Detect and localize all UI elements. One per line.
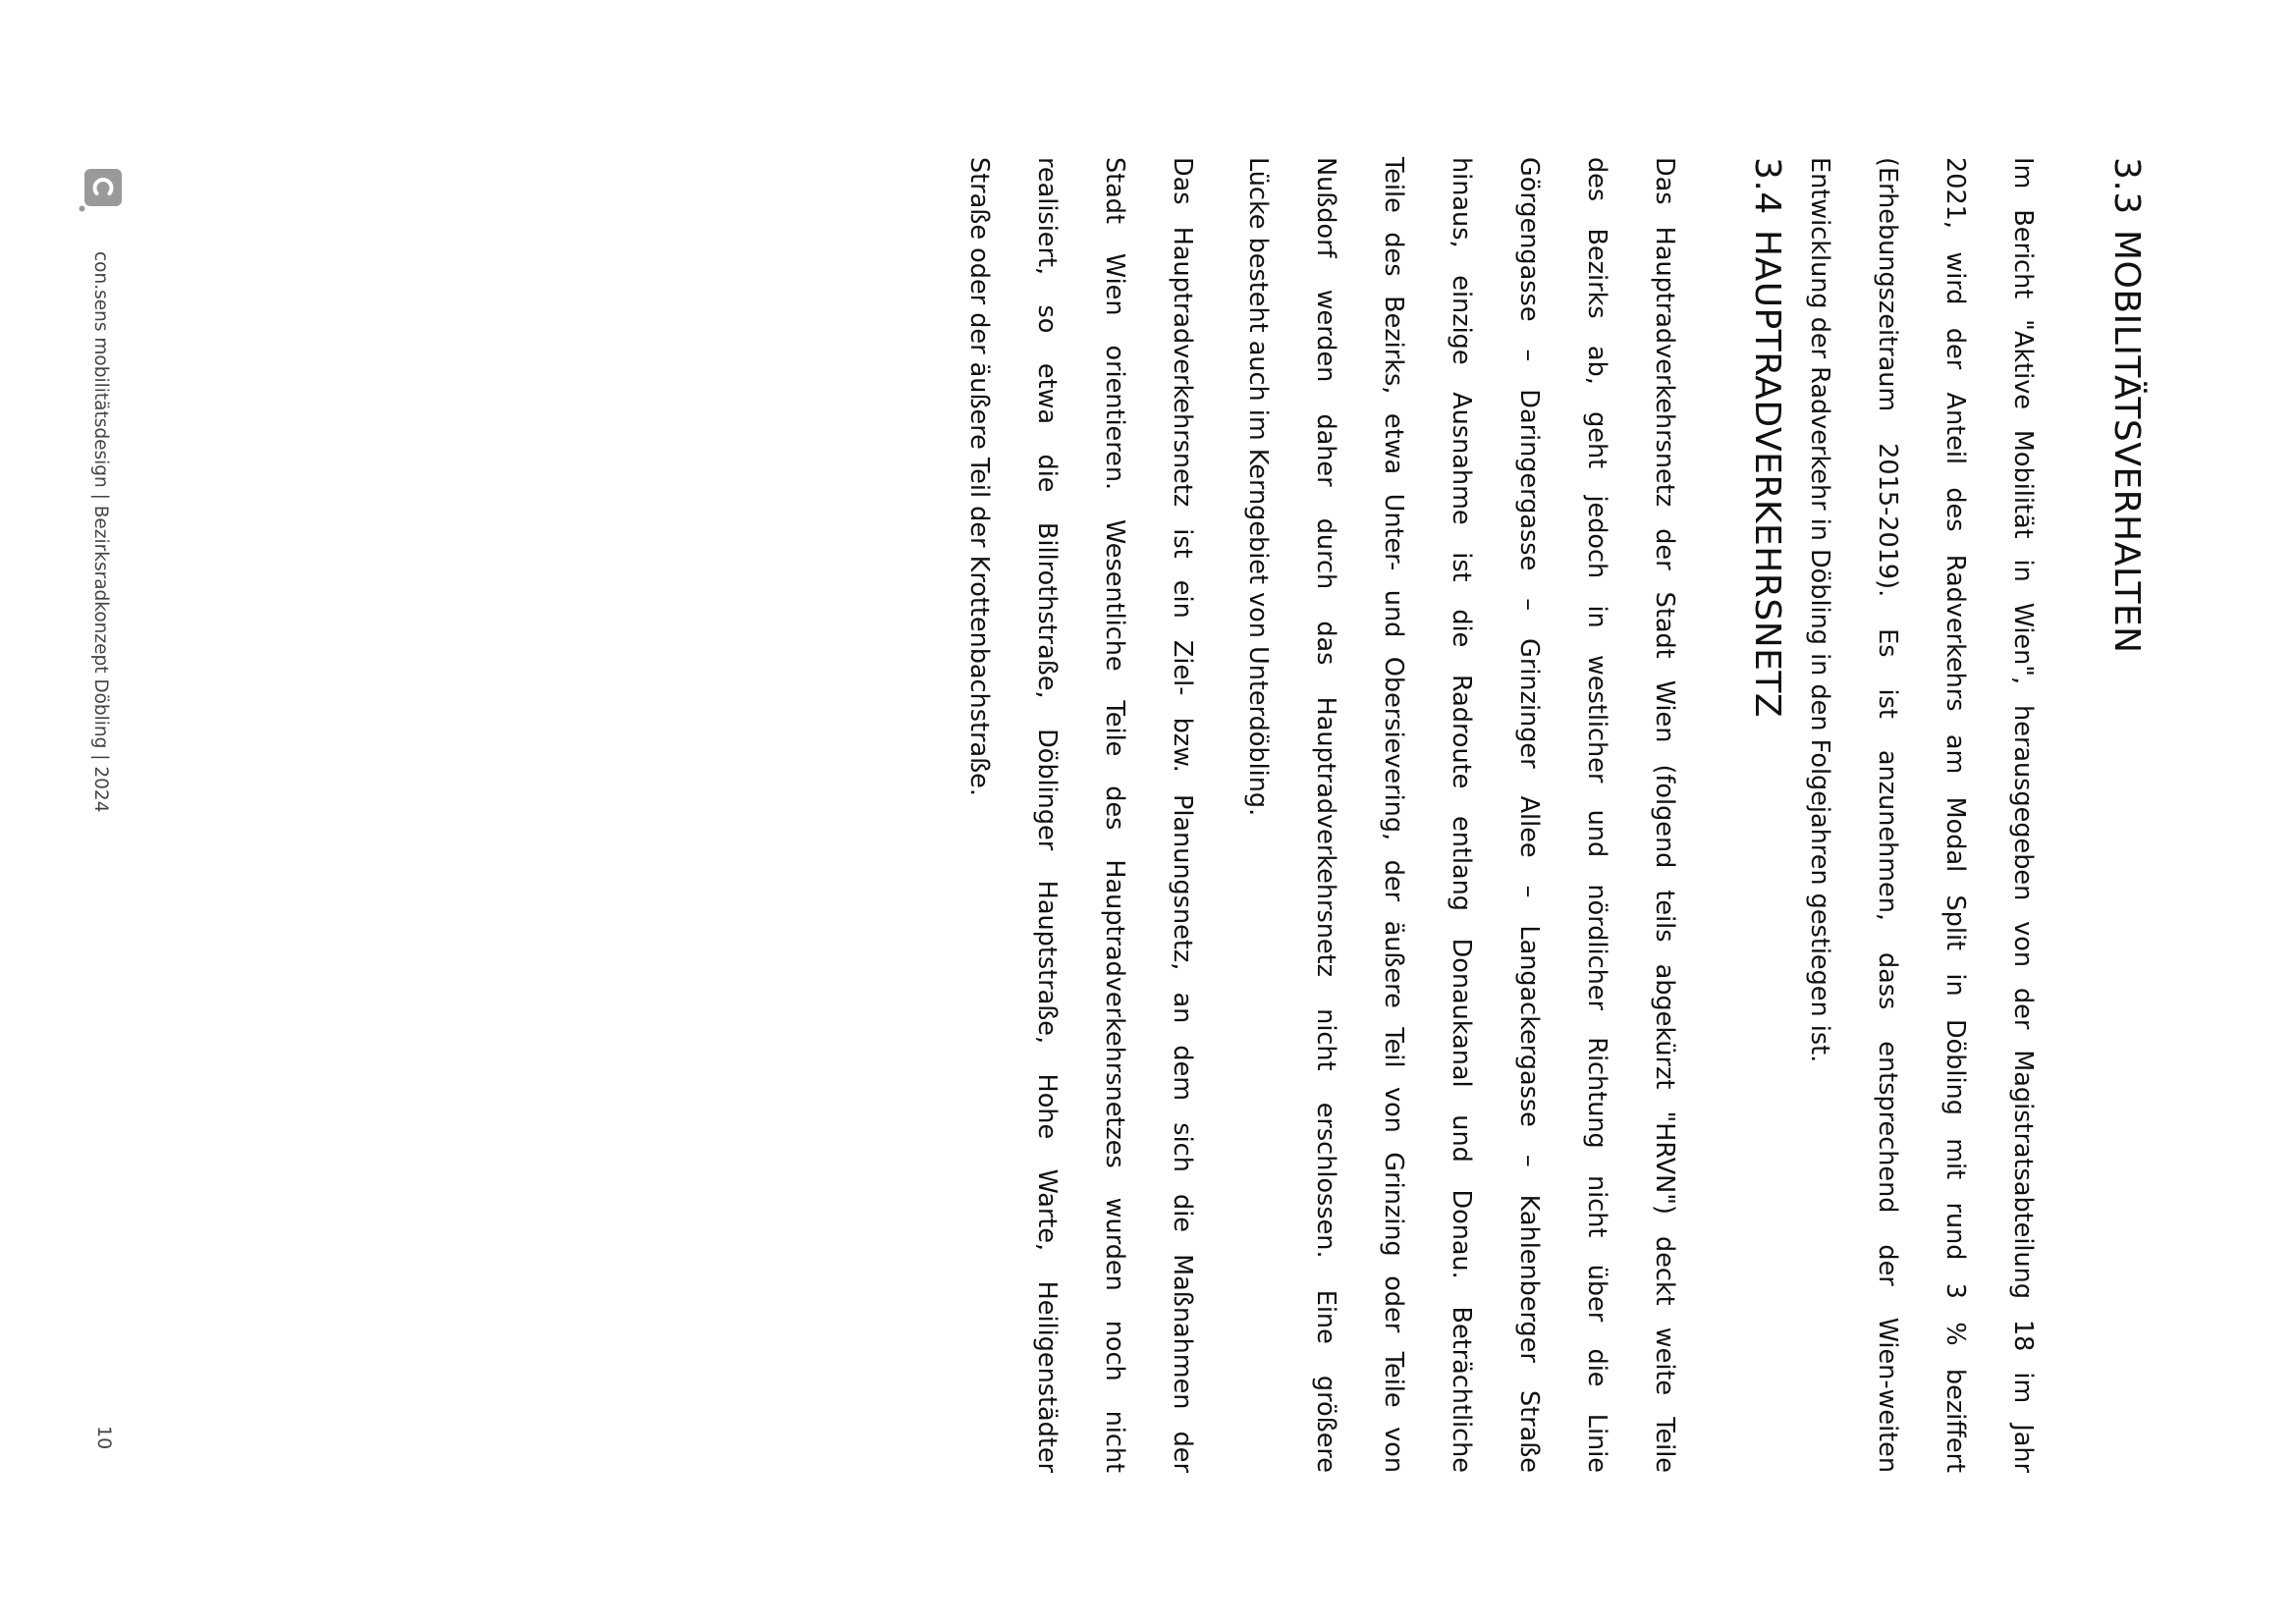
paragraph-mobilitaetsverhalten [1785, 157, 2056, 1473]
footer-text: con.sens mobilitätsdesign | Bezirksradkonzept Döbling | 2024 [90, 251, 111, 813]
text-line: Straße oder der äußere Teil der Krottenbachstraße. [964, 157, 994, 796]
text-line: Entwicklung der Radverkehr in Döbling in den Folgejahren gestiegen ist. [1805, 157, 1834, 1063]
text-line: Im Bericht "Aktive Mobilität in Wien", herausgegeben von der Magistratsabteilung 18 im Jahr [2008, 157, 2038, 1473]
section-number: 3.4 [1747, 157, 1787, 215]
text-line: Nußdorf werden daher durch das Hauptradverkehrsnetz nicht erschlossen. Eine größere [1311, 157, 1340, 1473]
text-line: Lücke besteht auch im Kerngebiet von Unterdöbling. [1243, 157, 1273, 817]
text-line: hinaus, einzige Ausnahme ist die Radroute entlang Donaukanal und Donau. Beträchtliche [1447, 157, 1476, 1473]
text-line: 2021, wird der Anteil des Radverkehrs am Modal Split in Döbling mit rund 3 % beziffert [1940, 157, 1970, 1473]
text-line: Das Hauptradverkehrsnetz ist ein Ziel- bzw. Planungsnetz, an dem sich die Maßnahmen der [1168, 157, 1197, 1473]
consens-logo [79, 169, 122, 212]
text-line: des Bezirks ab, geht jedoch in westlicher und nördlicher Richtung nicht über die Linie [1582, 157, 1611, 1473]
section-heading-3-4 [1747, 157, 1787, 718]
paragraph-hauptradverkehrsnetz-1 [1224, 157, 1698, 1473]
section-heading-3-3 [2106, 157, 2147, 654]
text-line: Teile des Bezirks, etwa Unter- und Obersievering, der äußere Teil von Grinzing oder Teile von [1379, 157, 1408, 1473]
section-title: MOBILITÄTSVERHALTEN [2106, 230, 2147, 654]
page-number: 10 [93, 1426, 115, 1450]
section-title: HAUPTRADVERKEHRSNETZ [1747, 230, 1787, 719]
text-line: realisiert, so etwa die Billrothstraße, Döblinger Hauptstraße, Hohe Warte, Heiligenstädter [1032, 157, 1062, 1473]
text-line: (Erhebungszeitraum 2015-2019). Es ist anzunehmen, dass entsprechend der Wien-weiten [1873, 157, 1902, 1473]
text-line: Stadt Wien orientieren. Wesentliche Teile des Hauptradverkehrsnetzes wurden noch nicht [1100, 157, 1129, 1473]
text-line: Das Hauptradverkehrsnetz der Stadt Wien (folgend teils abgekürzt "HRVN") deckt weite Teile [1650, 157, 1679, 1473]
text-line: Görgengasse – Daringergasse – Grinzinger Allee – Langackergasse – Kahlenberger Straße [1514, 157, 1544, 1473]
section-number: 3.3 [2106, 157, 2147, 215]
paragraph-hauptradverkehrsnetz-2 [945, 157, 1216, 1473]
